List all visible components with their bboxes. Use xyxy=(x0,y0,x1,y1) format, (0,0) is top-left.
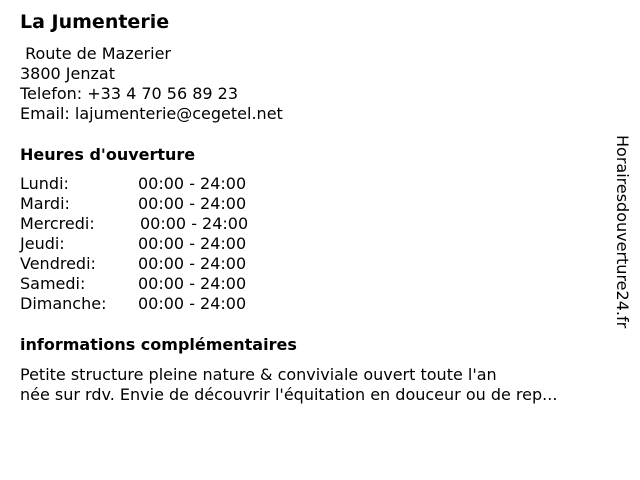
description-line: Petite structure pleine nature & conviviale ouvert toute l'an xyxy=(20,365,497,384)
day-label: Samedi: xyxy=(20,274,86,293)
email-address: Email: lajumenterie@cegetel.net xyxy=(20,104,283,123)
time-range: 00:00 - 24:00 xyxy=(138,174,247,193)
time-range: 00:00 - 24:00 xyxy=(138,294,247,313)
site-watermark: Horairesdouverture24.fr xyxy=(613,135,632,329)
hours-row-sunday xyxy=(20,294,280,314)
day-label: Mardi: xyxy=(20,194,70,213)
time-range: 00:00 - 24:00 xyxy=(138,234,247,253)
day-label: Jeudi: xyxy=(20,234,65,253)
time-range: 00:00 - 24:00 xyxy=(138,274,247,293)
time-range: 00:00 - 24:00 xyxy=(138,194,247,213)
hours-row-thursday xyxy=(20,234,280,254)
phone-number: Telefon: +33 4 70 56 89 23 xyxy=(20,84,239,103)
hours-row-monday xyxy=(20,174,280,194)
time-range: 00:00 - 24:00 xyxy=(140,214,249,233)
description-line: née sur rdv. Envie de découvrir l'équitation en douceur ou de rep... xyxy=(20,385,558,404)
hours-row-wednesday xyxy=(20,214,280,234)
opening-hours-title: Heures d'ouverture xyxy=(20,145,196,164)
day-label: Vendredi: xyxy=(20,254,96,273)
day-label: Lundi: xyxy=(20,174,69,193)
street-address: Route de Mazerier xyxy=(20,44,171,63)
day-label: Mercredi: xyxy=(20,214,95,233)
additional-info-title: informations complémentaires xyxy=(20,335,297,354)
city-postal: 3800 Jenzat xyxy=(20,64,115,83)
hours-row-friday xyxy=(20,254,280,274)
description-text xyxy=(20,365,610,405)
contact-block xyxy=(20,44,283,124)
business-name: La Jumenterie xyxy=(20,11,170,33)
opening-hours-table xyxy=(20,174,280,314)
hours-row-saturday xyxy=(20,274,280,294)
day-label: Dimanche: xyxy=(20,294,107,313)
time-range: 00:00 - 24:00 xyxy=(138,254,247,273)
hours-row-tuesday xyxy=(20,194,280,214)
